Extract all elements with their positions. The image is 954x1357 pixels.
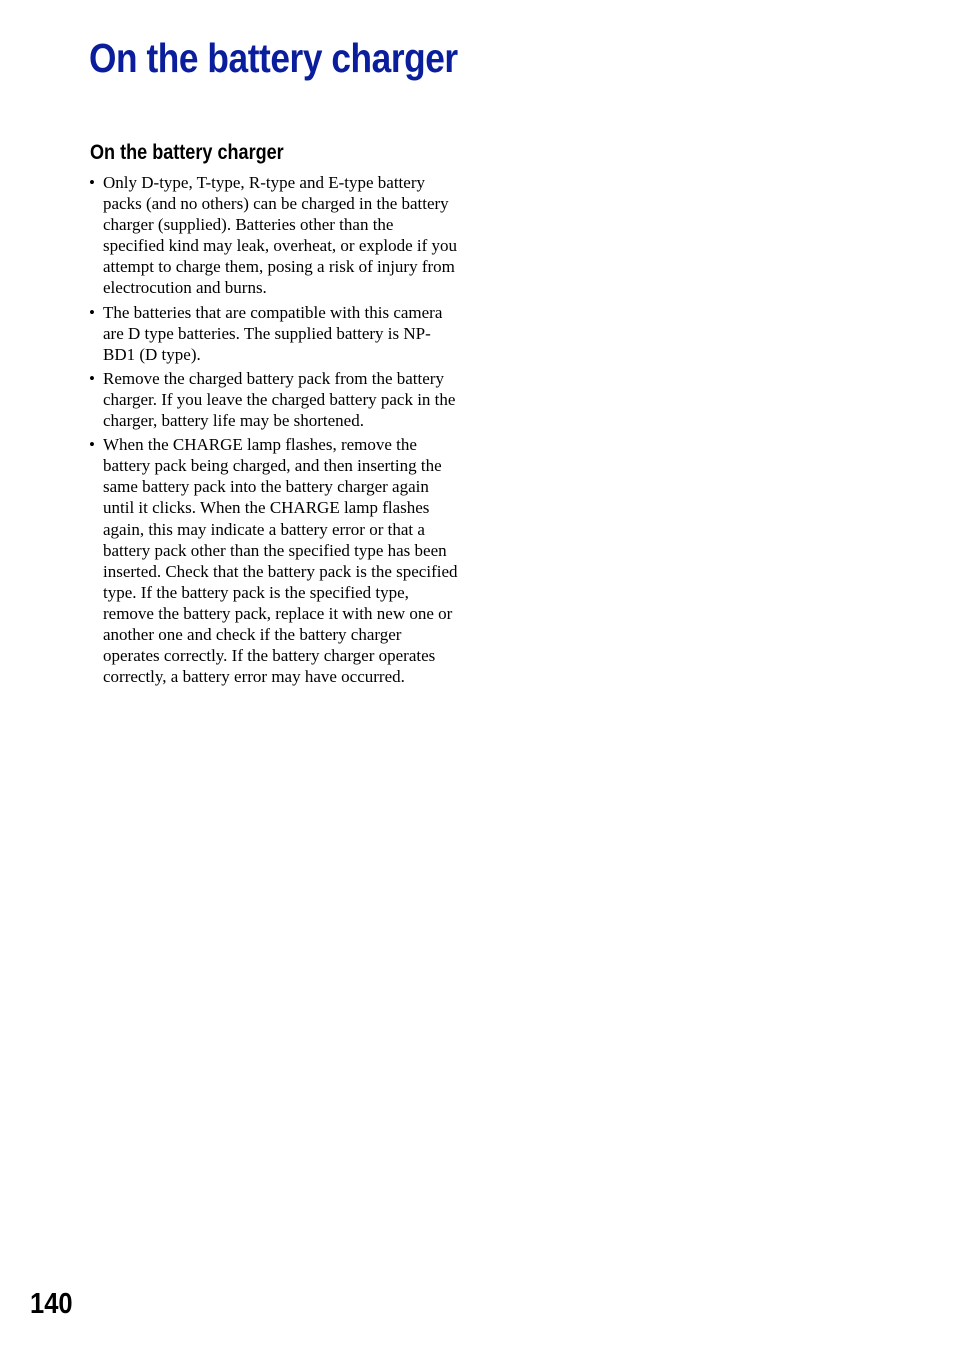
list-item-text: Only D-type, T-type, R-type and E-type battery packs (and no others) can be charged in the battery charger (supplied). Batteries other than the specified kind may leak, overheat, or explode if you attempt to charge them, posing a risk of injury from electrocution and burns.: [103, 173, 458, 298]
page-title: On the battery charger: [89, 35, 458, 81]
list-item: [89, 434, 459, 687]
list-item-text: The batteries that are compatible with this camera are D type batteries. The supplied battery is NP-BD1 (D type).: [103, 302, 443, 364]
bullet-icon: •: [89, 368, 95, 388]
list-item: [89, 368, 459, 431]
section-heading: On the battery charger: [90, 141, 284, 164]
bullet-icon: •: [89, 173, 95, 192]
list-item: [89, 172, 459, 299]
bullet-icon: •: [89, 302, 95, 322]
list-item-text: Remove the charged battery pack from the battery charger. If you leave the charged battery pack in the charger, battery life may be shortened.: [103, 368, 456, 431]
list-item: [89, 302, 459, 365]
list-item-text: When the CHARGE lamp flashes, remove the battery pack being charged, and then inserting the same battery pack into the battery charger again until it clicks. When the CHARGE lamp flashes again, this may indicate a battery error or that a battery pack other than the specified type has been inserted. Check that the battery pack is the specified type. If the battery pack is the specified type, remove the battery pack, replace it with new one or another one and check if the battery charger operates correctly. If the battery charger operates correctly, a battery error may have occurred.: [103, 435, 458, 687]
bullet-icon: •: [89, 435, 95, 455]
bullet-list: [89, 172, 459, 690]
page-number: 140: [30, 1288, 73, 1320]
